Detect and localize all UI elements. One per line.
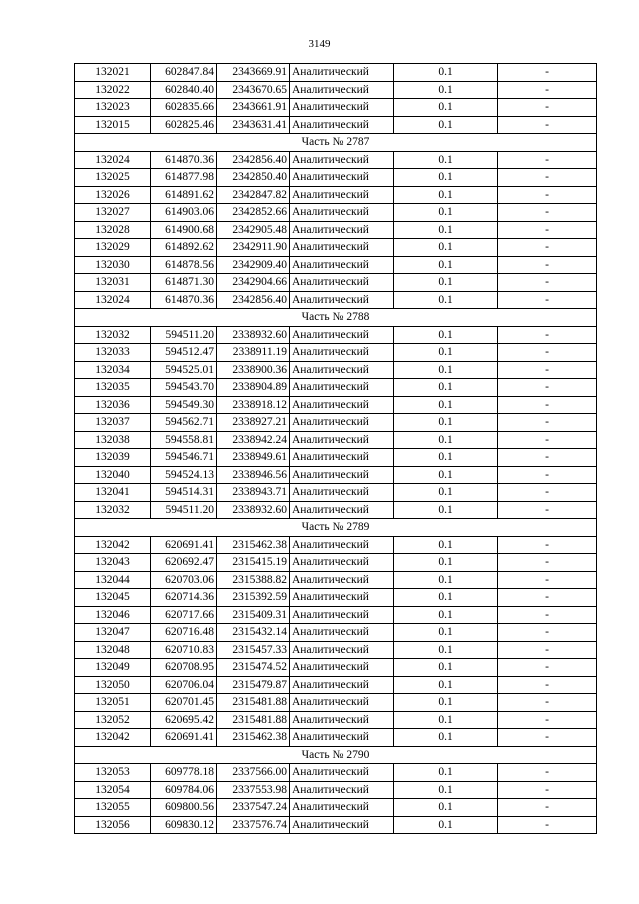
accuracy-cell: 0.1: [394, 116, 498, 134]
coord-y-cell: 2338911.19: [217, 344, 290, 362]
method-cell: Аналитический: [290, 606, 394, 624]
table-row: [75, 431, 597, 449]
note-cell: -: [498, 816, 597, 834]
method-cell: Аналитический: [290, 571, 394, 589]
table-row: [75, 116, 597, 134]
accuracy-cell: 0.1: [394, 764, 498, 782]
coord-y-cell: 2338943.71: [217, 484, 290, 502]
table-row: [75, 449, 597, 467]
table-row: [75, 221, 597, 239]
point-id-cell: 132015: [75, 116, 151, 134]
accuracy-cell: 0.1: [394, 99, 498, 117]
table-row: [75, 99, 597, 117]
point-id-cell: 132033: [75, 344, 151, 362]
note-cell: -: [498, 536, 597, 554]
table-row: [75, 379, 597, 397]
point-id-cell: 132036: [75, 396, 151, 414]
table-row: [75, 484, 597, 502]
note-cell: -: [498, 239, 597, 257]
coord-x-cell: 614877.98: [151, 169, 217, 187]
coord-y-cell: 2338904.89: [217, 379, 290, 397]
coord-y-cell: 2337553.98: [217, 781, 290, 799]
coord-x-cell: 594525.01: [151, 361, 217, 379]
coord-y-cell: 2315392.59: [217, 589, 290, 607]
method-cell: Аналитический: [290, 799, 394, 817]
method-cell: Аналитический: [290, 431, 394, 449]
note-cell: -: [498, 379, 597, 397]
part-header-row: [75, 309, 597, 327]
coord-x-cell: 594511.20: [151, 326, 217, 344]
note-cell: -: [498, 554, 597, 572]
coord-x-cell: 602825.46: [151, 116, 217, 134]
point-id-cell: 132022: [75, 81, 151, 99]
table-row: [75, 326, 597, 344]
table-row: [75, 694, 597, 712]
coord-x-cell: 620701.45: [151, 694, 217, 712]
coord-x-cell: 594549.30: [151, 396, 217, 414]
coord-x-cell: 594512.47: [151, 344, 217, 362]
table-row: [75, 169, 597, 187]
page-number: 3149: [308, 38, 331, 50]
coord-y-cell: 2315462.38: [217, 536, 290, 554]
part-header: Часть № 2787: [75, 134, 597, 152]
note-cell: -: [498, 256, 597, 274]
note-cell: -: [498, 99, 597, 117]
accuracy-cell: 0.1: [394, 396, 498, 414]
coord-x-cell: 614891.62: [151, 186, 217, 204]
accuracy-cell: 0.1: [394, 256, 498, 274]
coord-x-cell: 620710.83: [151, 641, 217, 659]
table-row: [75, 571, 597, 589]
table-row: [75, 81, 597, 99]
coord-x-cell: 602835.66: [151, 99, 217, 117]
accuracy-cell: 0.1: [394, 781, 498, 799]
coord-y-cell: 2338946.56: [217, 466, 290, 484]
method-cell: Аналитический: [290, 379, 394, 397]
coord-x-cell: 620691.41: [151, 536, 217, 554]
accuracy-cell: 0.1: [394, 799, 498, 817]
coord-y-cell: 2315481.88: [217, 711, 290, 729]
coord-x-cell: 594511.20: [151, 501, 217, 519]
table-row: [75, 641, 597, 659]
method-cell: Аналитический: [290, 414, 394, 432]
table-row: [75, 554, 597, 572]
note-cell: -: [498, 571, 597, 589]
coord-y-cell: 2315432.14: [217, 624, 290, 642]
method-cell: Аналитический: [290, 781, 394, 799]
method-cell: Аналитический: [290, 501, 394, 519]
coord-y-cell: 2338949.61: [217, 449, 290, 467]
method-cell: Аналитический: [290, 659, 394, 677]
note-cell: -: [498, 414, 597, 432]
accuracy-cell: 0.1: [394, 239, 498, 257]
coord-x-cell: 594543.70: [151, 379, 217, 397]
method-cell: Аналитический: [290, 729, 394, 747]
point-id-cell: 132041: [75, 484, 151, 502]
note-cell: -: [498, 344, 597, 362]
coord-x-cell: 620714.36: [151, 589, 217, 607]
coord-x-cell: 609830.12: [151, 816, 217, 834]
table-row: [75, 764, 597, 782]
method-cell: Аналитический: [290, 221, 394, 239]
point-id-cell: 132023: [75, 99, 151, 117]
accuracy-cell: 0.1: [394, 624, 498, 642]
point-id-cell: 132051: [75, 694, 151, 712]
table-row: [75, 256, 597, 274]
coord-x-cell: 614870.36: [151, 291, 217, 309]
coord-x-cell: 594514.31: [151, 484, 217, 502]
method-cell: Аналитический: [290, 274, 394, 292]
accuracy-cell: 0.1: [394, 676, 498, 694]
point-id-cell: 132029: [75, 239, 151, 257]
point-id-cell: 132024: [75, 291, 151, 309]
accuracy-cell: 0.1: [394, 466, 498, 484]
coord-y-cell: 2338932.60: [217, 501, 290, 519]
point-id-cell: 132038: [75, 431, 151, 449]
coord-y-cell: 2338900.36: [217, 361, 290, 379]
coord-x-cell: 614871.30: [151, 274, 217, 292]
coord-x-cell: 594562.71: [151, 414, 217, 432]
coord-x-cell: 609784.06: [151, 781, 217, 799]
method-cell: Аналитический: [290, 64, 394, 82]
coordinates-table: [74, 63, 597, 834]
coord-x-cell: 620717.66: [151, 606, 217, 624]
method-cell: Аналитический: [290, 466, 394, 484]
point-id-cell: 132039: [75, 449, 151, 467]
table-row: [75, 344, 597, 362]
note-cell: -: [498, 484, 597, 502]
table-row: [75, 466, 597, 484]
method-cell: Аналитический: [290, 344, 394, 362]
coord-y-cell: 2315479.87: [217, 676, 290, 694]
point-id-cell: 132050: [75, 676, 151, 694]
coord-x-cell: 620703.06: [151, 571, 217, 589]
coord-x-cell: 620695.42: [151, 711, 217, 729]
coord-y-cell: 2315415.19: [217, 554, 290, 572]
method-cell: Аналитический: [290, 484, 394, 502]
table-row: [75, 414, 597, 432]
note-cell: -: [498, 221, 597, 239]
accuracy-cell: 0.1: [394, 204, 498, 222]
point-id-cell: 132053: [75, 764, 151, 782]
note-cell: -: [498, 466, 597, 484]
coord-y-cell: 2338932.60: [217, 326, 290, 344]
table-row: [75, 186, 597, 204]
part-header-row: [75, 746, 597, 764]
coord-x-cell: 620708.95: [151, 659, 217, 677]
table-row: [75, 151, 597, 169]
table-row: [75, 624, 597, 642]
method-cell: Аналитический: [290, 291, 394, 309]
point-id-cell: 132044: [75, 571, 151, 589]
note-cell: -: [498, 676, 597, 694]
method-cell: Аналитический: [290, 449, 394, 467]
coord-y-cell: 2342856.40: [217, 151, 290, 169]
note-cell: -: [498, 431, 597, 449]
part-header: Часть № 2790: [75, 746, 597, 764]
coord-y-cell: 2343631.41: [217, 116, 290, 134]
coord-y-cell: 2315462.38: [217, 729, 290, 747]
coord-x-cell: 614903.06: [151, 204, 217, 222]
point-id-cell: 132045: [75, 589, 151, 607]
point-id-cell: 132026: [75, 186, 151, 204]
coord-y-cell: 2338927.21: [217, 414, 290, 432]
table-row: [75, 291, 597, 309]
method-cell: Аналитический: [290, 536, 394, 554]
table-row: [75, 589, 597, 607]
accuracy-cell: 0.1: [394, 536, 498, 554]
table-row: [75, 606, 597, 624]
point-id-cell: 132047: [75, 624, 151, 642]
note-cell: -: [498, 606, 597, 624]
coord-y-cell: 2315457.33: [217, 641, 290, 659]
accuracy-cell: 0.1: [394, 326, 498, 344]
part-header: Часть № 2788: [75, 309, 597, 327]
point-id-cell: 132025: [75, 169, 151, 187]
accuracy-cell: 0.1: [394, 291, 498, 309]
point-id-cell: 132048: [75, 641, 151, 659]
coord-y-cell: 2342856.40: [217, 291, 290, 309]
note-cell: -: [498, 186, 597, 204]
point-id-cell: 132030: [75, 256, 151, 274]
method-cell: Аналитический: [290, 99, 394, 117]
coord-x-cell: 594558.81: [151, 431, 217, 449]
coord-x-cell: 594524.13: [151, 466, 217, 484]
table-row: [75, 799, 597, 817]
accuracy-cell: 0.1: [394, 344, 498, 362]
method-cell: Аналитический: [290, 116, 394, 134]
point-id-cell: 132054: [75, 781, 151, 799]
method-cell: Аналитический: [290, 816, 394, 834]
note-cell: -: [498, 501, 597, 519]
accuracy-cell: 0.1: [394, 729, 498, 747]
point-id-cell: 132042: [75, 536, 151, 554]
accuracy-cell: 0.1: [394, 379, 498, 397]
point-id-cell: 132043: [75, 554, 151, 572]
note-cell: -: [498, 151, 597, 169]
table-row: [75, 536, 597, 554]
part-header: Часть № 2789: [75, 519, 597, 537]
table-row: [75, 816, 597, 834]
coord-x-cell: 594546.71: [151, 449, 217, 467]
point-id-cell: 132040: [75, 466, 151, 484]
accuracy-cell: 0.1: [394, 501, 498, 519]
coord-y-cell: 2337566.00: [217, 764, 290, 782]
table-row: [75, 396, 597, 414]
table-row: [75, 729, 597, 747]
coord-x-cell: 614878.56: [151, 256, 217, 274]
table-row: [75, 64, 597, 82]
method-cell: Аналитический: [290, 169, 394, 187]
note-cell: -: [498, 326, 597, 344]
note-cell: -: [498, 781, 597, 799]
coord-y-cell: 2343661.91: [217, 99, 290, 117]
coordinates-table-body: [75, 64, 597, 834]
accuracy-cell: 0.1: [394, 361, 498, 379]
method-cell: Аналитический: [290, 624, 394, 642]
note-cell: -: [498, 396, 597, 414]
coord-y-cell: 2343670.65: [217, 81, 290, 99]
table-row: [75, 781, 597, 799]
point-id-cell: 132042: [75, 729, 151, 747]
point-id-cell: 132031: [75, 274, 151, 292]
point-id-cell: 132055: [75, 799, 151, 817]
method-cell: Аналитический: [290, 186, 394, 204]
coord-y-cell: 2338942.24: [217, 431, 290, 449]
note-cell: -: [498, 659, 597, 677]
note-cell: -: [498, 169, 597, 187]
coord-y-cell: 2342904.66: [217, 274, 290, 292]
accuracy-cell: 0.1: [394, 221, 498, 239]
point-id-cell: 132032: [75, 326, 151, 344]
coord-y-cell: 2342850.40: [217, 169, 290, 187]
method-cell: Аналитический: [290, 151, 394, 169]
coord-y-cell: 2338918.12: [217, 396, 290, 414]
coord-y-cell: 2337547.24: [217, 799, 290, 817]
note-cell: -: [498, 81, 597, 99]
accuracy-cell: 0.1: [394, 186, 498, 204]
note-cell: -: [498, 729, 597, 747]
accuracy-cell: 0.1: [394, 554, 498, 572]
note-cell: -: [498, 204, 597, 222]
accuracy-cell: 0.1: [394, 81, 498, 99]
coord-x-cell: 609800.56: [151, 799, 217, 817]
table-row: [75, 239, 597, 257]
method-cell: Аналитический: [290, 764, 394, 782]
coord-x-cell: 602840.40: [151, 81, 217, 99]
accuracy-cell: 0.1: [394, 414, 498, 432]
table-row: [75, 659, 597, 677]
accuracy-cell: 0.1: [394, 169, 498, 187]
method-cell: Аналитический: [290, 694, 394, 712]
note-cell: -: [498, 589, 597, 607]
note-cell: -: [498, 764, 597, 782]
coord-y-cell: 2337576.74: [217, 816, 290, 834]
note-cell: -: [498, 274, 597, 292]
method-cell: Аналитический: [290, 554, 394, 572]
point-id-cell: 132021: [75, 64, 151, 82]
note-cell: -: [498, 694, 597, 712]
table-row: [75, 711, 597, 729]
point-id-cell: 132027: [75, 204, 151, 222]
coord-y-cell: 2342911.90: [217, 239, 290, 257]
method-cell: Аналитический: [290, 326, 394, 344]
note-cell: -: [498, 116, 597, 134]
note-cell: -: [498, 641, 597, 659]
accuracy-cell: 0.1: [394, 816, 498, 834]
coord-x-cell: 602847.84: [151, 64, 217, 82]
method-cell: Аналитический: [290, 676, 394, 694]
note-cell: -: [498, 449, 597, 467]
method-cell: Аналитический: [290, 396, 394, 414]
coord-x-cell: 620716.48: [151, 624, 217, 642]
note-cell: -: [498, 64, 597, 82]
part-header-row: [75, 519, 597, 537]
accuracy-cell: 0.1: [394, 484, 498, 502]
table-row: [75, 204, 597, 222]
coord-y-cell: 2342905.48: [217, 221, 290, 239]
coord-y-cell: 2342852.66: [217, 204, 290, 222]
method-cell: Аналитический: [290, 361, 394, 379]
accuracy-cell: 0.1: [394, 274, 498, 292]
coord-y-cell: 2315474.52: [217, 659, 290, 677]
accuracy-cell: 0.1: [394, 606, 498, 624]
point-id-cell: 132035: [75, 379, 151, 397]
method-cell: Аналитический: [290, 81, 394, 99]
accuracy-cell: 0.1: [394, 431, 498, 449]
coord-x-cell: 609778.18: [151, 764, 217, 782]
note-cell: -: [498, 291, 597, 309]
coord-y-cell: 2315481.88: [217, 694, 290, 712]
accuracy-cell: 0.1: [394, 659, 498, 677]
accuracy-cell: 0.1: [394, 641, 498, 659]
table-row: [75, 274, 597, 292]
accuracy-cell: 0.1: [394, 589, 498, 607]
accuracy-cell: 0.1: [394, 711, 498, 729]
point-id-cell: 132052: [75, 711, 151, 729]
coord-y-cell: 2315388.82: [217, 571, 290, 589]
accuracy-cell: 0.1: [394, 449, 498, 467]
method-cell: Аналитический: [290, 239, 394, 257]
point-id-cell: 132032: [75, 501, 151, 519]
accuracy-cell: 0.1: [394, 571, 498, 589]
method-cell: Аналитический: [290, 641, 394, 659]
point-id-cell: 132024: [75, 151, 151, 169]
note-cell: -: [498, 711, 597, 729]
accuracy-cell: 0.1: [394, 151, 498, 169]
note-cell: -: [498, 799, 597, 817]
method-cell: Аналитический: [290, 204, 394, 222]
table-row: [75, 501, 597, 519]
point-id-cell: 132049: [75, 659, 151, 677]
method-cell: Аналитический: [290, 256, 394, 274]
coord-x-cell: 614870.36: [151, 151, 217, 169]
coord-y-cell: 2342847.82: [217, 186, 290, 204]
table-row: [75, 676, 597, 694]
point-id-cell: 132034: [75, 361, 151, 379]
coord-y-cell: 2342909.40: [217, 256, 290, 274]
part-header-row: [75, 134, 597, 152]
coord-x-cell: 614892.62: [151, 239, 217, 257]
point-id-cell: 132028: [75, 221, 151, 239]
note-cell: -: [498, 361, 597, 379]
point-id-cell: 132037: [75, 414, 151, 432]
point-id-cell: 132046: [75, 606, 151, 624]
coord-x-cell: 620706.04: [151, 676, 217, 694]
method-cell: Аналитический: [290, 589, 394, 607]
accuracy-cell: 0.1: [394, 64, 498, 82]
coord-y-cell: 2315409.31: [217, 606, 290, 624]
table-row: [75, 361, 597, 379]
point-id-cell: 132056: [75, 816, 151, 834]
method-cell: Аналитический: [290, 711, 394, 729]
coord-y-cell: 2343669.91: [217, 64, 290, 82]
note-cell: -: [498, 624, 597, 642]
coord-x-cell: 620692.47: [151, 554, 217, 572]
coord-x-cell: 620691.41: [151, 729, 217, 747]
accuracy-cell: 0.1: [394, 694, 498, 712]
coord-x-cell: 614900.68: [151, 221, 217, 239]
